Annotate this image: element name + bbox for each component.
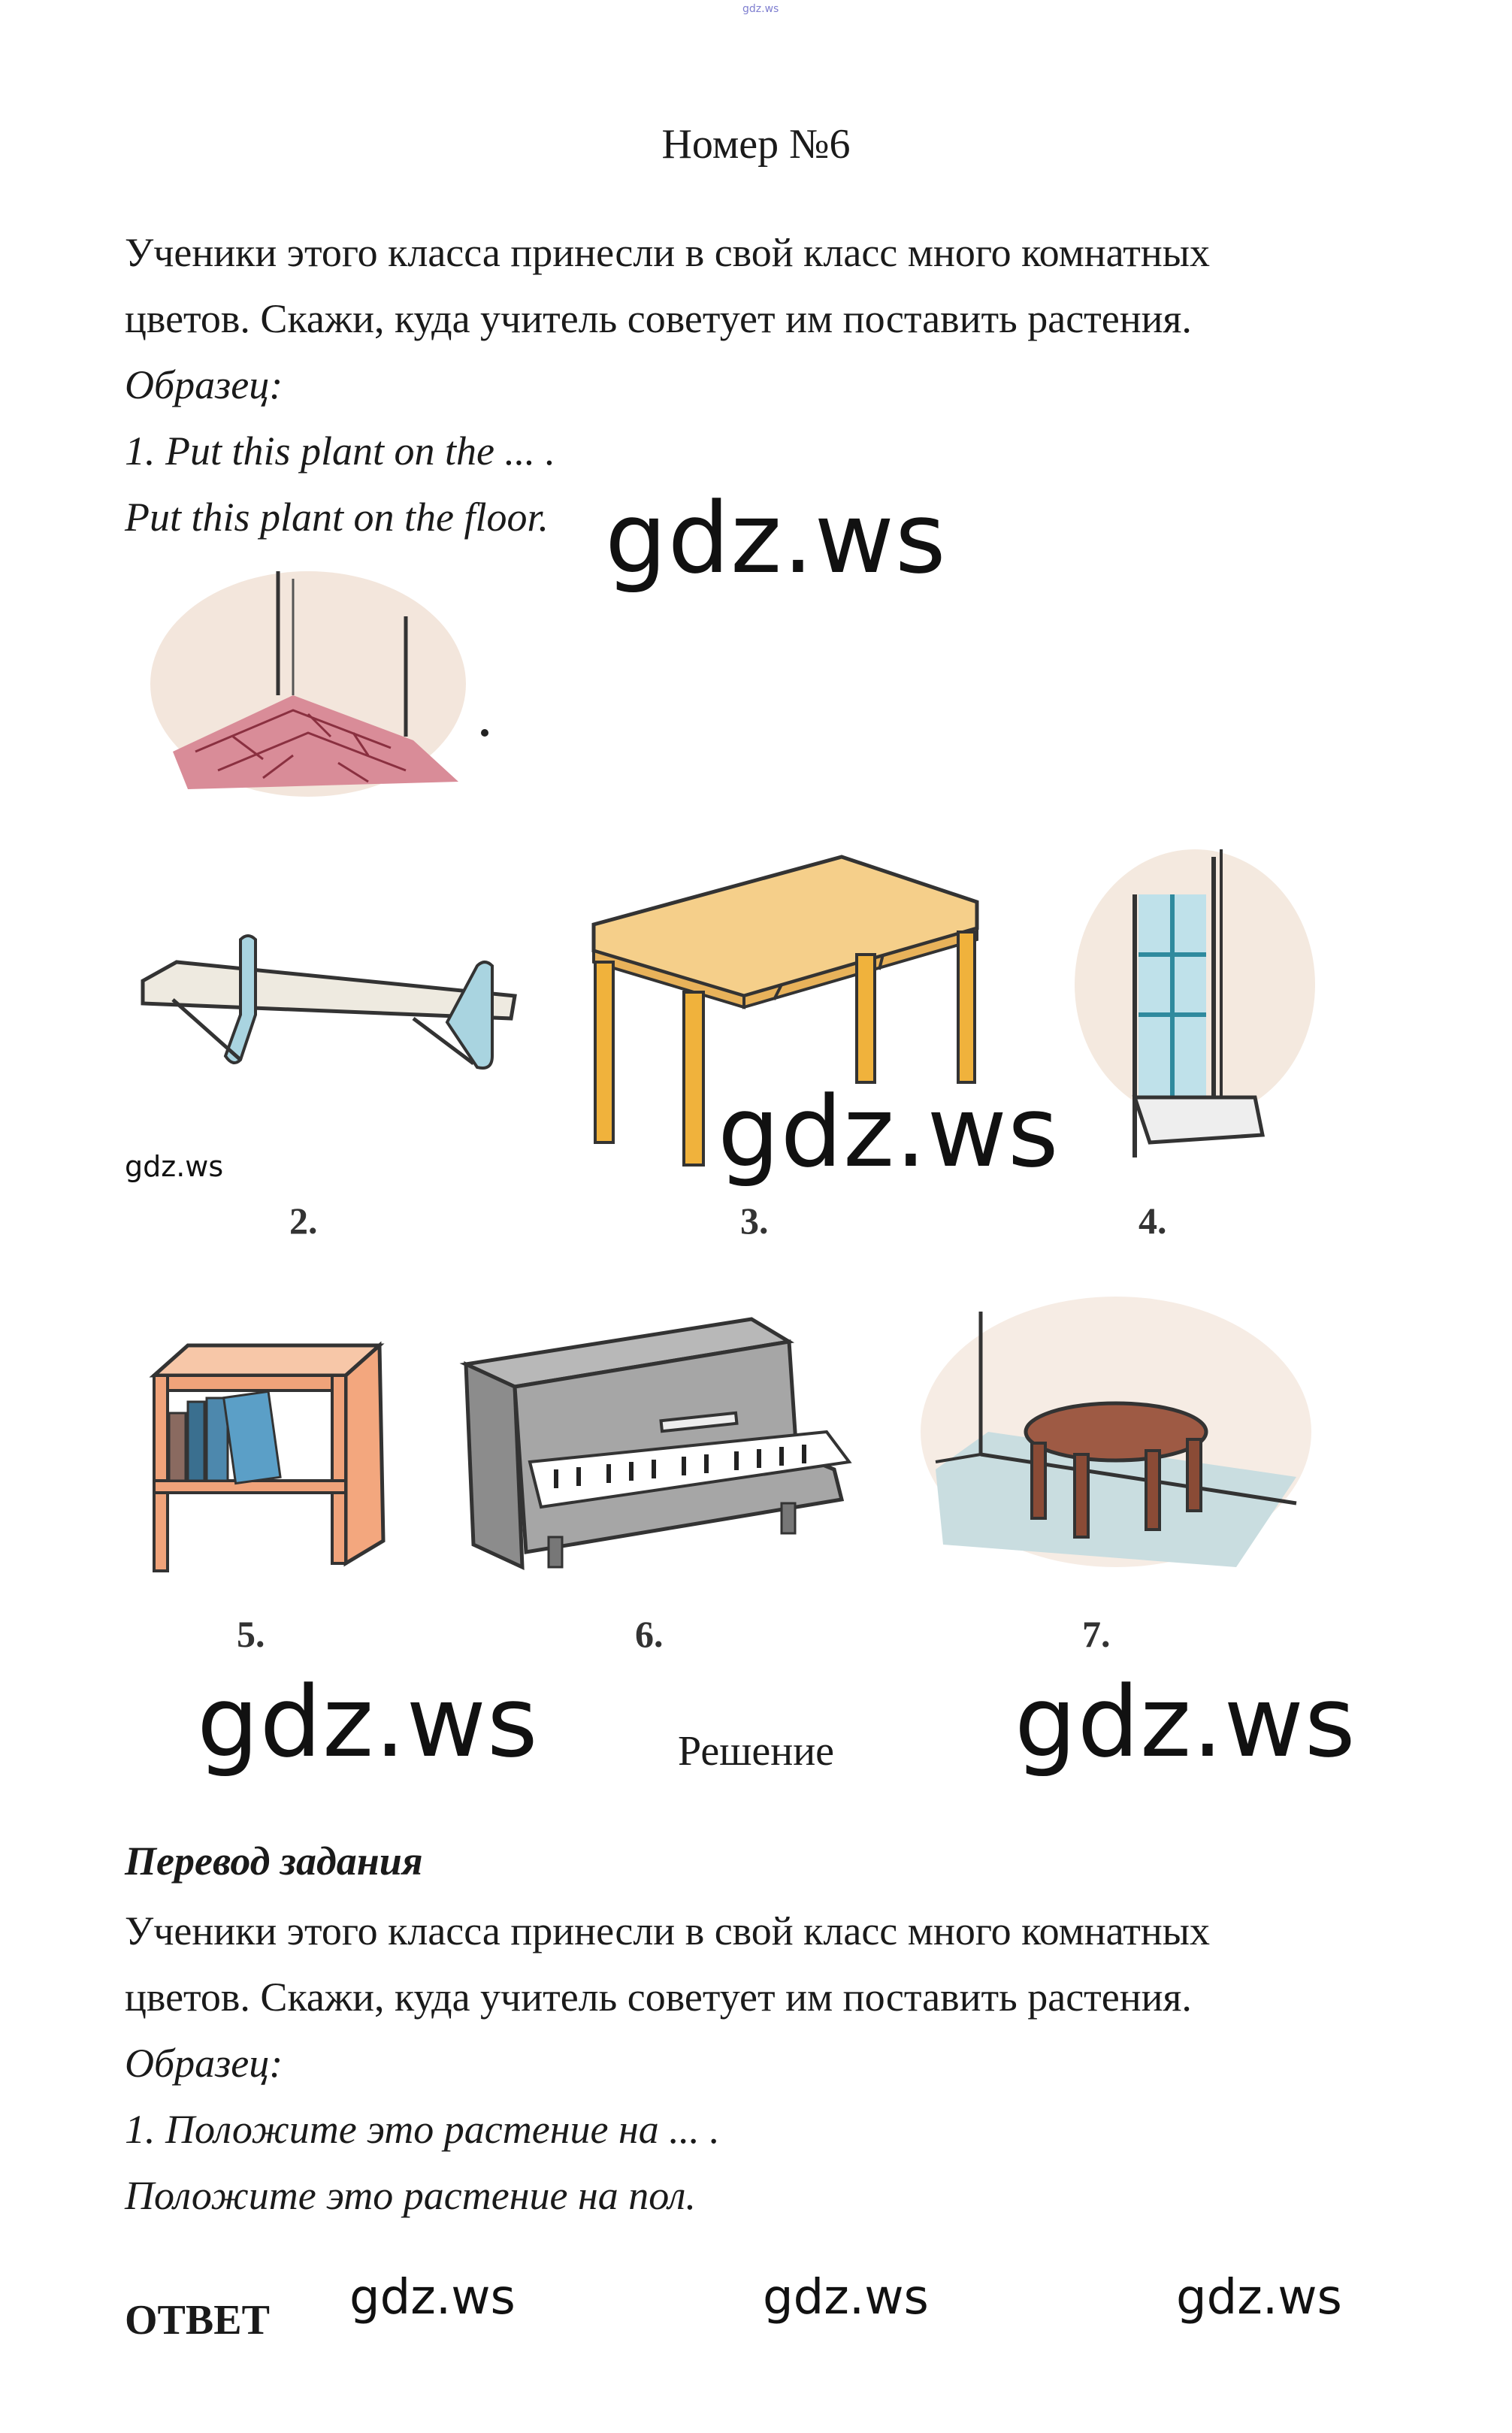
translation-sample-line-1: 1. Положите это растение на ... . [125,2107,720,2152]
page-title: Номер №6 [661,121,851,168]
task-line-1: Ученики этого класса принесли в свой класс много комнатных [125,230,1211,275]
watermark: gdz.ws [1015,1665,1356,1779]
top-watermark: gdz.ws [742,3,779,15]
translation-sample-line-2: Положите это растение на пол. [125,2173,696,2218]
picture-number-7: 7. [1082,1613,1111,1655]
watermark: gdz.ws [605,481,947,595]
task-line-2: цветов. Скажи, куда учитель советует им поставить растения. [125,296,1192,341]
piano-icon [458,1319,879,1575]
solution-label: Решение [677,1728,835,1775]
watermark: gdz.ws [349,2270,516,2326]
sample-line-2: Put this plant on the floor. [125,495,549,540]
answer-label: ОТВЕТ [125,2297,270,2344]
picture-number-3: 3. [740,1200,769,1242]
floor-corner-icon [143,564,496,804]
watermark: gdz.ws [197,1665,539,1779]
sample-line-1: 1. Put this plant on the ... . [125,428,555,474]
picture-number-4: 4. [1139,1200,1167,1242]
translation-line-1: Ученики этого класса принесли в свой класс много комнатных [125,1908,1211,1953]
picture-number-5: 5. [237,1613,265,1655]
shelf-icon [143,924,519,1097]
translation-sample-label: Образец: [125,2041,283,2086]
watermark: gdz.ws [125,1150,224,1183]
translation-line-2: цветов. Скажи, куда учитель советует им поставить растения. [125,1975,1192,2020]
bookcase-icon [147,1330,395,1578]
stool-icon [921,1304,1311,1590]
watermark: gdz.ws [763,2270,929,2326]
translation-heading: Перевод задания [125,1838,423,1884]
sample-label: Образец: [125,362,283,407]
window-sill-icon [1075,849,1315,1165]
watermark: gdz.ws [718,1075,1060,1189]
watermark: gdz.ws [1176,2270,1342,2326]
picture-number-6: 6. [635,1613,664,1655]
picture-number-2: 2. [289,1200,318,1242]
